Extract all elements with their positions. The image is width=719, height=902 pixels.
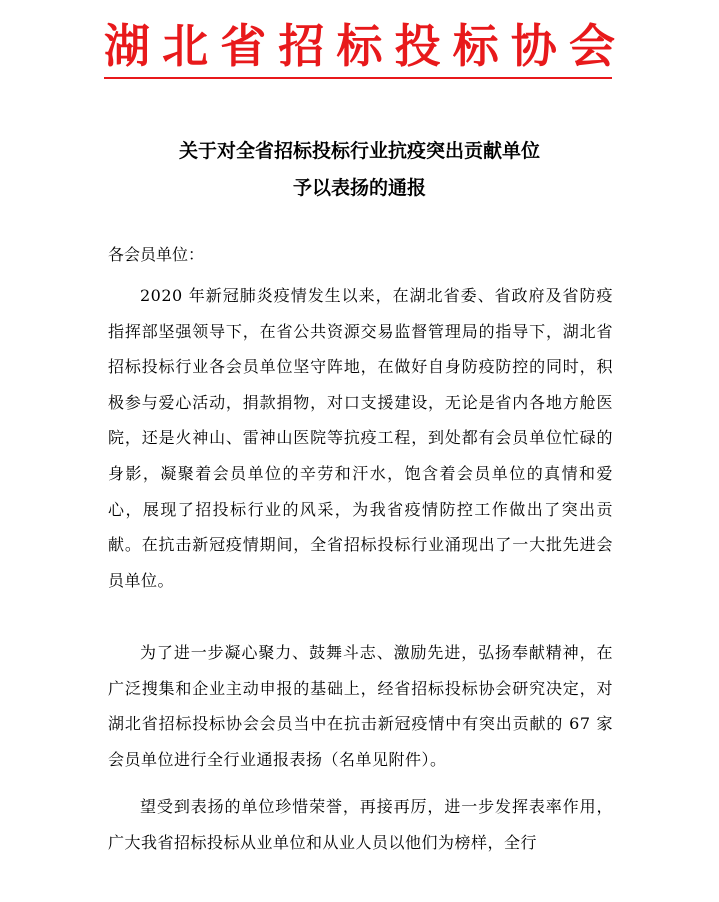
salutation: 各会员单位： [108, 245, 205, 264]
document-title-line-2: 予以表扬的通报 [292, 177, 426, 199]
body-paragraph-2: 为了进一步凝心聚力、鼓舞斗志、激励先进，弘扬奉献精神，在广泛搜集和企业主动申报的基础上，经省招标投标协会研究决定，对湖北省招标投标协会会员当中在抗击新冠疫情中有突出贡献的 67 家会员单位进行全行业通报表扬（名单见附件）。 [108, 643, 613, 769]
body-paragraph-3: 望受到表扬的单位珍惜荣誉，再接再厉，进一步发挥表率作用，广大我省招标投标从业单位和从业人员以他们为榜样，全行 [108, 797, 613, 852]
body-paragraph-1: 2020 年新冠肺炎疫情发生以来，在湖北省委、省政府及省防疫指挥部坚强领导下，在省公共资源交易监督管理局的指导下，湖北省招标投标行业各会员单位坚守阵地，在做好自身防疫防控的同时，积极参与爱心活动，捐款捐物，对口支援建设，无论是省内各地方舱医院，还是火神山、雷神山医院等抗疫工程，到处都有会员单位忙碌的身影，凝聚着会员单位的辛劳和汗水，饱含着会员单位的真情和爱心，展现了招投标行业的风采，为我省疫情防控工作做出了突出贡献。在抗击新冠疫情期间，全省招标投标行业涌现出了一大批先进会员单位。 [108, 286, 613, 590]
document-title-line-1: 关于对全省招标投标行业抗疫突出贡献单位 [178, 140, 540, 162]
header-divider [104, 77, 612, 79]
organization-header: 湖北省招标投标协会 [104, 19, 616, 73]
